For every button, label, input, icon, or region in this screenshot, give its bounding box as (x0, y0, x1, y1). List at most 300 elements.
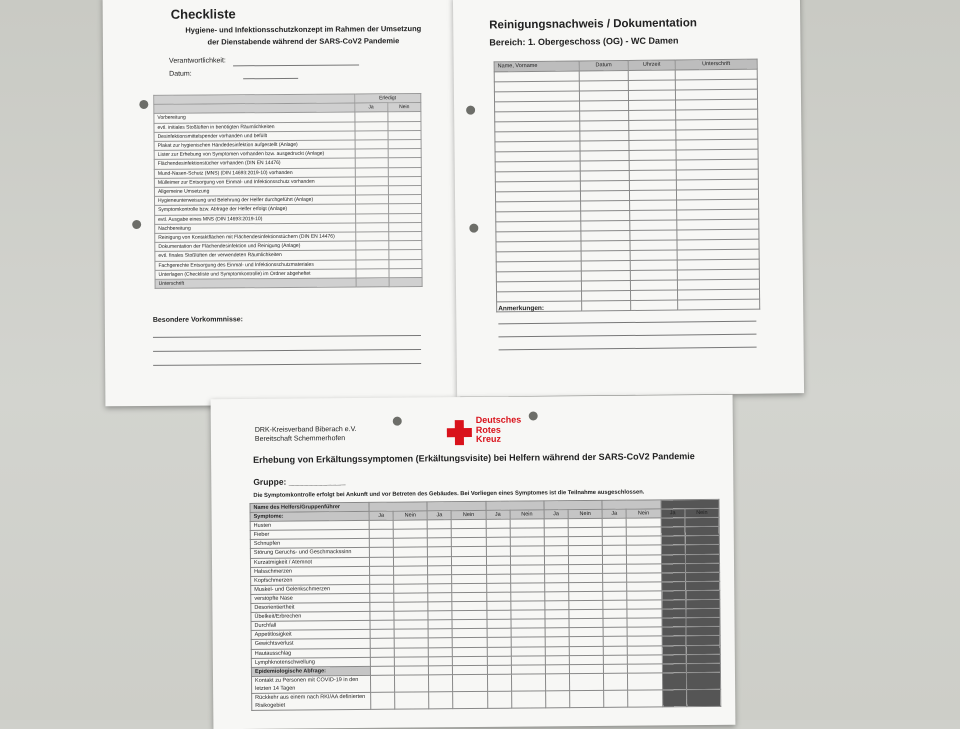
punch-hole (466, 106, 475, 115)
check-cell (569, 582, 603, 591)
check-cell (662, 672, 686, 689)
check-cell (486, 538, 510, 547)
erhebung-title: Erhebung von Erkältungssymptomen (Erkältungsvisite) bei Helfern während der SARS-CoV2 Pandemie (253, 451, 695, 465)
check-cell (685, 518, 720, 527)
epi-label: Epidemiologische Abfrage: (251, 666, 370, 676)
empty-cell (581, 210, 630, 221)
empty-cell (582, 300, 631, 311)
check-cell (452, 638, 486, 647)
ja-cell (355, 269, 388, 278)
helper-col (427, 501, 485, 511)
check-cell (545, 619, 569, 628)
check-cell (603, 600, 627, 609)
check-cell (603, 573, 627, 582)
check-cell (428, 556, 452, 565)
empty-cell (630, 270, 677, 280)
org-name: DRK-Kreisverband Biberach e.V. (254, 426, 357, 434)
check-cell (545, 628, 569, 637)
check-cell (545, 673, 569, 690)
check-cell (510, 537, 544, 546)
check-cell (603, 591, 627, 600)
nein-header: Nein (685, 508, 720, 517)
empty-cell (581, 220, 630, 231)
check-cell (602, 518, 626, 527)
check-cell (627, 636, 661, 645)
check-cell (544, 564, 568, 573)
checklist-title: Checkliste (170, 6, 236, 22)
ja-cell (354, 112, 387, 121)
check-cell (627, 582, 661, 591)
check-cell (394, 620, 428, 629)
check-cell (486, 565, 510, 574)
empty-cell (580, 110, 629, 121)
check-cell (510, 565, 544, 574)
ja-cell (355, 186, 388, 195)
check-cell (394, 647, 428, 656)
writing-line (498, 334, 756, 338)
check-cell (627, 600, 661, 609)
symptom-row-label: Gewichtsverlust (251, 639, 370, 649)
check-cell (568, 528, 602, 537)
check-cell (545, 664, 569, 673)
check-cell (451, 520, 485, 529)
nein-cell (388, 186, 421, 195)
check-cell (428, 584, 452, 593)
check-cell (545, 601, 569, 610)
symptom-row-label: Muskel- und Gelenkschmerzen (251, 584, 370, 594)
empty-cell (580, 120, 629, 131)
check-cell (569, 664, 603, 673)
erhebung-note: Die Symptomkontrolle erfolgt bei Ankunft und vor Betreten des Gebäudes. Bei Vorliegen eines Symptomes ist die Teilnahme ausgeschlossen. (253, 489, 645, 499)
ja-cell (356, 278, 389, 287)
check-cell (685, 608, 720, 617)
empty-cell (580, 160, 629, 171)
org-unit: Bereitschaft Schemmerhofen (254, 435, 346, 443)
nein-cell (389, 278, 422, 287)
check-cell (661, 609, 685, 618)
ja-header: Ja (486, 510, 510, 519)
empty-cell (581, 230, 630, 241)
nein-header: Nein (393, 511, 427, 520)
empty-cell (630, 210, 677, 220)
checklist-item-text: Symptomkontrolle bzw. Abfrage der Helfer erfolgt (Anlage) (155, 204, 356, 215)
ja-cell (355, 204, 388, 213)
check-cell (685, 599, 720, 608)
check-cell (394, 675, 428, 692)
check-cell (510, 574, 544, 583)
punch-hole (139, 100, 148, 109)
ja-header: Ja (369, 511, 393, 520)
check-cell (685, 545, 720, 554)
check-cell (371, 692, 395, 709)
check-cell (569, 673, 603, 690)
symptom-row-label: Kurzatmigkeit / Atemnot (250, 557, 369, 567)
check-cell (394, 566, 428, 575)
check-cell (603, 627, 627, 636)
logo-line: Kreuz (475, 433, 501, 444)
checklist-table (153, 93, 422, 289)
check-cell (544, 546, 568, 555)
check-cell (370, 620, 394, 629)
check-cell (662, 663, 686, 672)
check-cell (686, 636, 721, 645)
check-cell (569, 655, 603, 664)
checklist-item-text: Mund-Nasen-Schutz (MNS) (DIN 14693:2019-10) vorhanden (154, 168, 355, 179)
symptom-row-label: Appetitlosigkeit (251, 630, 370, 640)
check-cell (569, 609, 603, 618)
check-cell (661, 600, 685, 609)
check-cell (510, 546, 544, 555)
check-cell (661, 527, 685, 536)
check-cell (661, 572, 685, 581)
empty-cell (629, 100, 676, 110)
check-cell (428, 547, 452, 556)
check-cell (452, 556, 486, 565)
ja-header: Ja (354, 103, 387, 112)
subtitle-line: der Dienstabende während der SARS-CoV2 Pandemie (207, 36, 400, 47)
writing-line (498, 321, 756, 325)
check-cell (603, 537, 627, 546)
empty-cell (630, 240, 677, 250)
check-cell (369, 520, 393, 529)
datum-line (243, 78, 298, 79)
check-cell (685, 563, 720, 572)
writing-line (153, 363, 421, 366)
check-cell (394, 602, 428, 611)
nein-cell (388, 149, 421, 158)
empty-cell (630, 230, 677, 240)
check-cell (394, 666, 428, 675)
check-cell (453, 656, 487, 665)
check-cell (487, 619, 511, 628)
empty-cell (628, 70, 675, 80)
empty-cell (631, 300, 678, 310)
check-cell (604, 655, 628, 664)
check-cell (452, 601, 486, 610)
check-cell (685, 527, 720, 536)
check-cell (569, 600, 603, 609)
ja-header: Ja (602, 509, 626, 518)
check-cell (394, 575, 428, 584)
datum-label: Datum: (169, 70, 192, 78)
check-cell (370, 575, 394, 584)
symptome-label: Symptome: (250, 511, 369, 521)
check-cell (429, 674, 453, 691)
subtitle-line: Hygiene- und Infektionsschutzkonzept im Rahmen der Umsetzung (185, 24, 422, 35)
empty-cell (580, 140, 629, 151)
check-cell (568, 546, 602, 555)
check-cell (627, 554, 661, 563)
check-cell (568, 564, 602, 573)
check-cell (603, 546, 627, 555)
check-cell (428, 593, 452, 602)
check-cell (603, 646, 627, 655)
besondere-vorkommnisse-label: Besondere Vorkommnisse: (152, 316, 243, 324)
check-cell (486, 601, 510, 610)
check-cell (568, 519, 602, 528)
nein-cell (389, 259, 422, 268)
check-cell (393, 529, 427, 538)
check-cell (569, 619, 603, 628)
nein-cell (388, 176, 421, 185)
check-cell (452, 592, 486, 601)
ja-cell (355, 241, 388, 250)
punch-hole (529, 411, 538, 420)
check-cell (628, 654, 662, 663)
check-cell (602, 527, 626, 536)
writing-line (153, 335, 421, 338)
verantwortlich-label: Verantwortlichkeit: (169, 57, 226, 65)
check-cell (370, 611, 394, 620)
check-cell (428, 574, 452, 583)
check-cell (661, 591, 685, 600)
check-cell (487, 628, 511, 637)
check-cell (486, 556, 510, 565)
check-cell (568, 537, 602, 546)
check-cell (452, 620, 486, 629)
checklist-subtitle (171, 23, 436, 49)
checklist-item-text: Plakat zur hygienischen Händedesinfektion aufgestellt (Anlage) (154, 140, 355, 151)
erledigt-header: Erledigt (354, 94, 421, 104)
checklist-item-text: Lister zur Erhebung von Symptomen vorhanden bzw. ausgedruckt (Anlage) (154, 149, 355, 160)
gruppe-field: Gruppe: ____________ (253, 476, 346, 487)
checklist-item-text: Fachgerechte Entsorgung des Einmal- und Infektionsschutzmateriales (155, 260, 356, 271)
check-cell (369, 539, 393, 548)
check-cell (394, 593, 428, 602)
symptom-row-label: Lymphknotenschwellung (251, 657, 370, 667)
check-cell (661, 563, 685, 572)
symptom-row-label: Hautausschlag (251, 648, 370, 658)
check-cell (487, 691, 511, 708)
check-cell (486, 519, 510, 528)
empty-cell (630, 220, 677, 230)
check-cell (487, 656, 511, 665)
nein-cell (388, 204, 421, 213)
nein-cell (388, 121, 421, 130)
symptom-table (249, 499, 721, 711)
col-header: Datum (579, 60, 628, 71)
check-cell (452, 583, 486, 592)
nein-cell (388, 167, 421, 176)
empty-cell (628, 90, 675, 100)
check-cell (428, 602, 452, 611)
check-cell (545, 583, 569, 592)
check-cell (393, 520, 427, 529)
check-cell (369, 529, 393, 538)
punch-hole (132, 220, 141, 229)
check-cell (628, 673, 662, 690)
check-cell (686, 663, 721, 672)
checklist-item-text: Allgemeine Umsetzung (154, 186, 355, 197)
check-cell (604, 664, 628, 673)
ja-cell (355, 259, 388, 268)
check-cell (627, 609, 661, 618)
empty-cell (678, 299, 760, 310)
empty-cell (630, 250, 677, 260)
empty-cell (629, 140, 676, 150)
helper-col (661, 499, 720, 509)
symptom-row-label: verstopfte Nase (251, 593, 370, 603)
check-cell (626, 518, 660, 527)
empty-cell (629, 160, 676, 170)
check-cell (452, 538, 486, 547)
checklist-item-text: Mülleimer zur Entsorgung von Einmal- und Infektionsschutz vorhanden (154, 177, 355, 188)
empty-cell (582, 290, 631, 301)
name-header: Name des Helfers/Gruppenführer (250, 502, 369, 512)
checklist-item-text: Desinfektionsmittelspender vorhanden und befüllt (154, 131, 355, 142)
anmerkungen-label: Anmerkungen: (498, 304, 545, 313)
check-cell (429, 692, 453, 709)
empty-cell (580, 150, 629, 161)
col-header: Name, Vorname (494, 61, 579, 72)
check-cell (510, 601, 544, 610)
check-cell (452, 547, 486, 556)
check-cell (510, 528, 544, 537)
check-cell (370, 593, 394, 602)
check-cell (394, 584, 428, 593)
empty-cell (629, 180, 676, 190)
check-cell (603, 609, 627, 618)
nein-cell (388, 112, 421, 121)
nein-cell (388, 222, 421, 231)
check-cell (603, 582, 627, 591)
check-cell (628, 664, 662, 673)
empty-cell (630, 280, 677, 290)
check-cell (452, 529, 486, 538)
symptom-row-label: Störung Geruchs- und Geschmackssinn (250, 548, 369, 558)
reinigung-sheet (453, 0, 804, 397)
ja-cell (355, 195, 388, 204)
empty-cell (629, 190, 676, 200)
empty-cell (628, 80, 675, 90)
check-cell (370, 584, 394, 593)
empty-cell (631, 290, 678, 300)
empty-cell (580, 170, 629, 181)
empty-cell (629, 150, 676, 160)
check-cell (453, 647, 487, 656)
check-cell (429, 647, 453, 656)
checklist-item-text: Dokumentation der Flächendesinfektion und Reinigung (Anlage) (155, 241, 356, 252)
nein-cell (388, 158, 421, 167)
epi-row-label: Rückkehr aus einem nach RKI/AA definierten Risikogebiet (252, 692, 371, 710)
check-cell (627, 564, 661, 573)
check-cell (662, 636, 686, 645)
check-cell (627, 627, 661, 636)
check-cell (661, 545, 685, 554)
check-cell (393, 556, 427, 565)
check-cell (369, 557, 393, 566)
check-cell (569, 637, 603, 646)
check-cell (370, 657, 394, 666)
helper-col (369, 502, 427, 512)
symptom-row-label: Desorientiertheit (251, 602, 370, 612)
check-cell (487, 674, 511, 691)
checklist-item-text: Nachbereitung (155, 223, 356, 234)
check-cell (604, 690, 628, 707)
epi-row (252, 689, 721, 710)
check-cell (570, 690, 604, 707)
check-cell (627, 591, 661, 600)
check-cell (511, 610, 545, 619)
empty-cell (579, 80, 628, 91)
empty-cell (581, 260, 630, 271)
ja-cell (355, 223, 388, 232)
nein-header: Nein (510, 510, 544, 519)
check-cell (604, 673, 628, 690)
col-header: Unterschrift (675, 59, 757, 70)
check-cell (370, 675, 394, 692)
check-cell (545, 637, 569, 646)
nein-cell (388, 213, 421, 222)
verantwortlich-line (233, 64, 359, 66)
check-cell (545, 655, 569, 664)
nein-cell (389, 241, 422, 250)
ja-cell (355, 167, 388, 176)
check-cell (429, 656, 453, 665)
symptom-row-label: Schnupfen (250, 539, 369, 549)
check-cell (569, 573, 603, 582)
check-cell (395, 692, 429, 709)
empty-cell (581, 240, 630, 251)
nein-cell (389, 268, 422, 277)
empty-cell (629, 110, 676, 120)
check-cell (486, 592, 510, 601)
check-cell (686, 618, 721, 627)
check-cell (569, 591, 603, 600)
check-cell (685, 590, 720, 599)
check-cell (428, 620, 452, 629)
check-cell (487, 638, 511, 647)
ja-header: Ja (427, 511, 451, 520)
ja-header: Ja (544, 510, 568, 519)
check-cell (486, 583, 510, 592)
empty-cell (629, 130, 676, 140)
check-cell (487, 610, 511, 619)
empty-cell (630, 200, 677, 210)
check-cell (544, 519, 568, 528)
empty-cell (581, 250, 630, 261)
check-cell (511, 637, 545, 646)
check-cell (662, 654, 686, 663)
check-cell (428, 529, 452, 538)
check-cell (510, 583, 544, 592)
ja-header: Ja (661, 509, 685, 518)
check-cell (544, 528, 568, 537)
check-cell (661, 536, 685, 545)
check-cell (453, 691, 487, 708)
ja-cell (355, 232, 388, 241)
symptom-row-label: Kopfschmerzen (251, 575, 370, 585)
check-cell (394, 611, 428, 620)
check-cell (429, 665, 453, 674)
empty-cell (629, 120, 676, 130)
check-cell (545, 573, 569, 582)
check-cell (546, 691, 570, 708)
logo-line: Deutsches (475, 414, 522, 425)
ja-cell (355, 177, 388, 186)
check-cell (394, 656, 428, 665)
reinigung-title: Reinigungsnachweis / Dokumentation (489, 17, 697, 32)
check-cell (627, 545, 661, 554)
check-cell (568, 555, 602, 564)
check-cell (394, 638, 428, 647)
empty-cell (580, 190, 629, 201)
erhebung-sheet (211, 395, 736, 729)
check-cell (661, 581, 685, 590)
check-cell (394, 629, 428, 638)
check-cell (661, 518, 685, 527)
check-cell (486, 528, 510, 537)
